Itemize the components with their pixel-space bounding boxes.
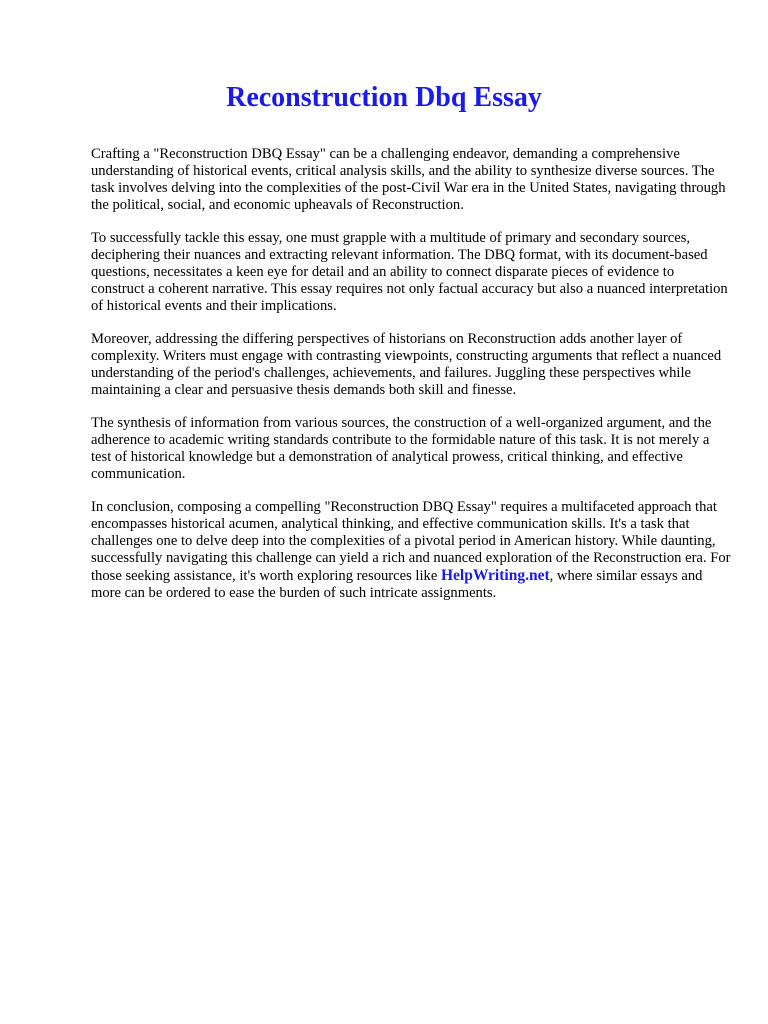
essay-body: [91, 146, 731, 618]
conclusion-text-after-link: , where similar essays and more can be ordered to ease the burden of such intricate assignments.: [91, 568, 703, 601]
paragraph-intro: Crafting a "Reconstruction DBQ Essay" can be a challenging endeavor, demanding a comprehensive understanding of historical events, critical analysis skills, and the ability to synthesize diverse sources. The task involves delving into the complexities of the post-Civil War era in the United States, navigating through the political, social, and economic upheavals of Reconstruction.: [91, 146, 726, 213]
paragraph-conclusion: [91, 499, 731, 602]
conclusion-text-before-link: In conclusion, composing a compelling "Reconstruction DBQ Essay" requires a multifaceted approach that encompasses historical acumen, analytical thinking, and effective communication skills. It's a task that challenges one to delve deep into the complexities of a pivotal period in American history. While daunting, successfully navigating this challenge can yield a rich and nuanced exploration of the Reconstruction era. For those seeking assistance, it's worth exploring resources like: [91, 499, 731, 584]
helpwriting-link[interactable]: HelpWriting.net: [440, 567, 550, 584]
paragraph-perspectives: Moreover, addressing the differing perspectives of historians on Reconstruction adds another layer of complexity. Writers must engage with contrasting viewpoints, constructing arguments that reflect a nuanced understanding of the period's challenges, achievements, and failures. Juggling these perspectives while maintaining a clear and persuasive thesis demands both skill and finesse.: [91, 331, 722, 398]
page-title: Reconstruction Dbq Essay: [226, 82, 542, 113]
paragraph-sources: To successfully tackle this essay, one must grapple with a multitude of primary and secondary sources, deciphering their nuances and extracting relevant information. The DBQ format, with its document-based questions, necessitates a keen eye for detail and an ability to connect disparate pieces of evidence to construct a coherent narrative. This essay requires not only factual accuracy but also a nuanced interpretation of historical events and their implications.: [91, 230, 728, 314]
paragraph-synthesis: The synthesis of information from various sources, the construction of a well-organized argument, and the adherence to academic writing standards contribute to the formidable nature of this task. It is not merely a test of historical knowledge but a demonstration of analytical prowess, critical thinking, and effective communication.: [91, 415, 712, 482]
